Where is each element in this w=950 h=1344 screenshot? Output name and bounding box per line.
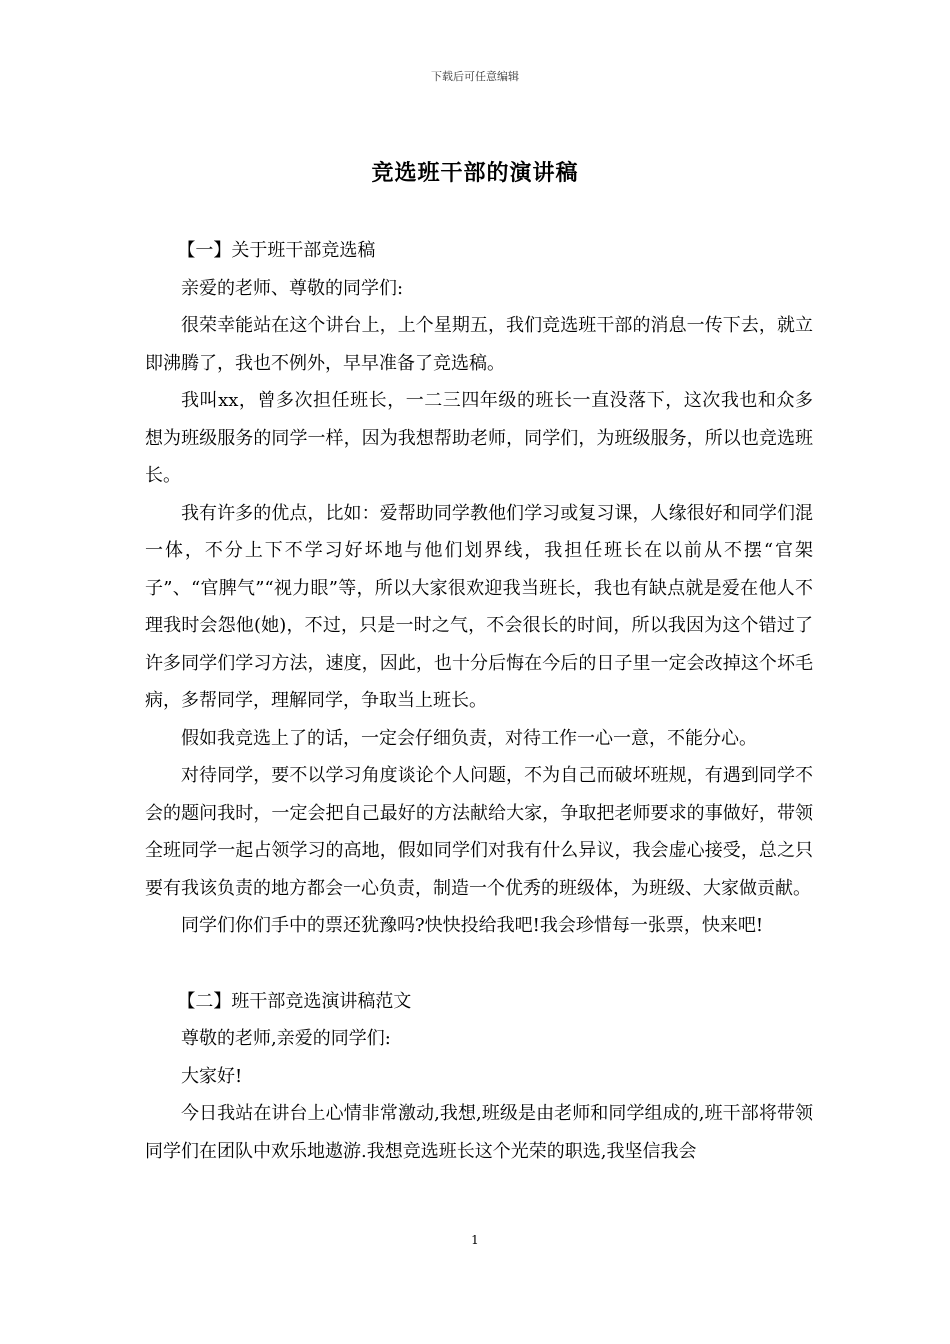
- paragraph: 今日我站在讲台上心情非常激动,我想,班级是由老师和同学组成的,班干部将带领同学们在团队中欢乐地遨游.我想竞选班长这个光荣的职选,我坚信我会: [145, 1103, 813, 1162]
- paragraph: 我有许多的优点，比如：爱帮助同学教他们学习或复习课，人缘很好和同学们混一体，不分上下不学习好坏地与他们划界线，我担任班长在以前从不摆“官架子”、“官脾气”“视力眼”等，所以大家很欢迎我当班长，我也有缺点就是爱在他人不理我时会怨他(她)，不过，只是一时之气，不会很长的时间，所以我因为这个错过了许多同学们学习方法，速度，因此，也十分后悔在今后的日子里一定会改掉这个坏毛病，多帮同学，理解同学，争取当上班长。: [145, 502, 813, 711]
- paragraph: 同学们你们手中的票还犹豫吗?快快投给我吧!我会珍惜每一张票，快来吧!: [181, 915, 764, 936]
- page-number: 1: [471, 1233, 479, 1247]
- paragraph: 大家好!: [181, 1065, 243, 1087]
- section-heading-1: 【一】关于班干部竞选稿: [177, 240, 376, 261]
- paragraph: 我叫xx，曾多次担任班长，一二三四年级的班长一直没落下，这次我也和众多想为班级服务的同学一样，因为我想帮助老师，同学们，为班级服务，所以也竞选班长。: [145, 390, 813, 486]
- paragraph: 尊敬的老师,亲爱的同学们:: [181, 1028, 391, 1049]
- document-body: [145, 232, 813, 1170]
- paragraph: 假如我竞选上了的话，一定会仔细负责，对待工作一心一意，不能分心。: [181, 727, 757, 749]
- paragraph: 对待同学，要不以学习角度谈论个人问题，不为自己而破坏班规，有遇到同学不会的题问我时，一定会把自己最好的方法献给大家，争取把老师要求的事做好，带领全班同学一起占领学习的高地，假如同学们对我有什么异议，我会虚心接受，总之只要有我该负责的地方都会一心负责，制造一个优秀的班级体，为班级、大家做贡献。: [145, 765, 813, 899]
- header-note: 下载后可任意编辑: [431, 70, 519, 83]
- paragraph: 很荣幸能站在这个讲台上，上个星期五，我们竞选班干部的消息一传下去，就立即沸腾了，我也不例外，早早准备了竞选稿。: [145, 315, 813, 374]
- document-title: 竞选班干部的演讲稿: [371, 160, 579, 186]
- paragraph: 亲爱的老师、尊敬的同学们:: [181, 277, 404, 299]
- section-heading-2: 【二】班干部竞选演讲稿范文: [177, 990, 412, 1012]
